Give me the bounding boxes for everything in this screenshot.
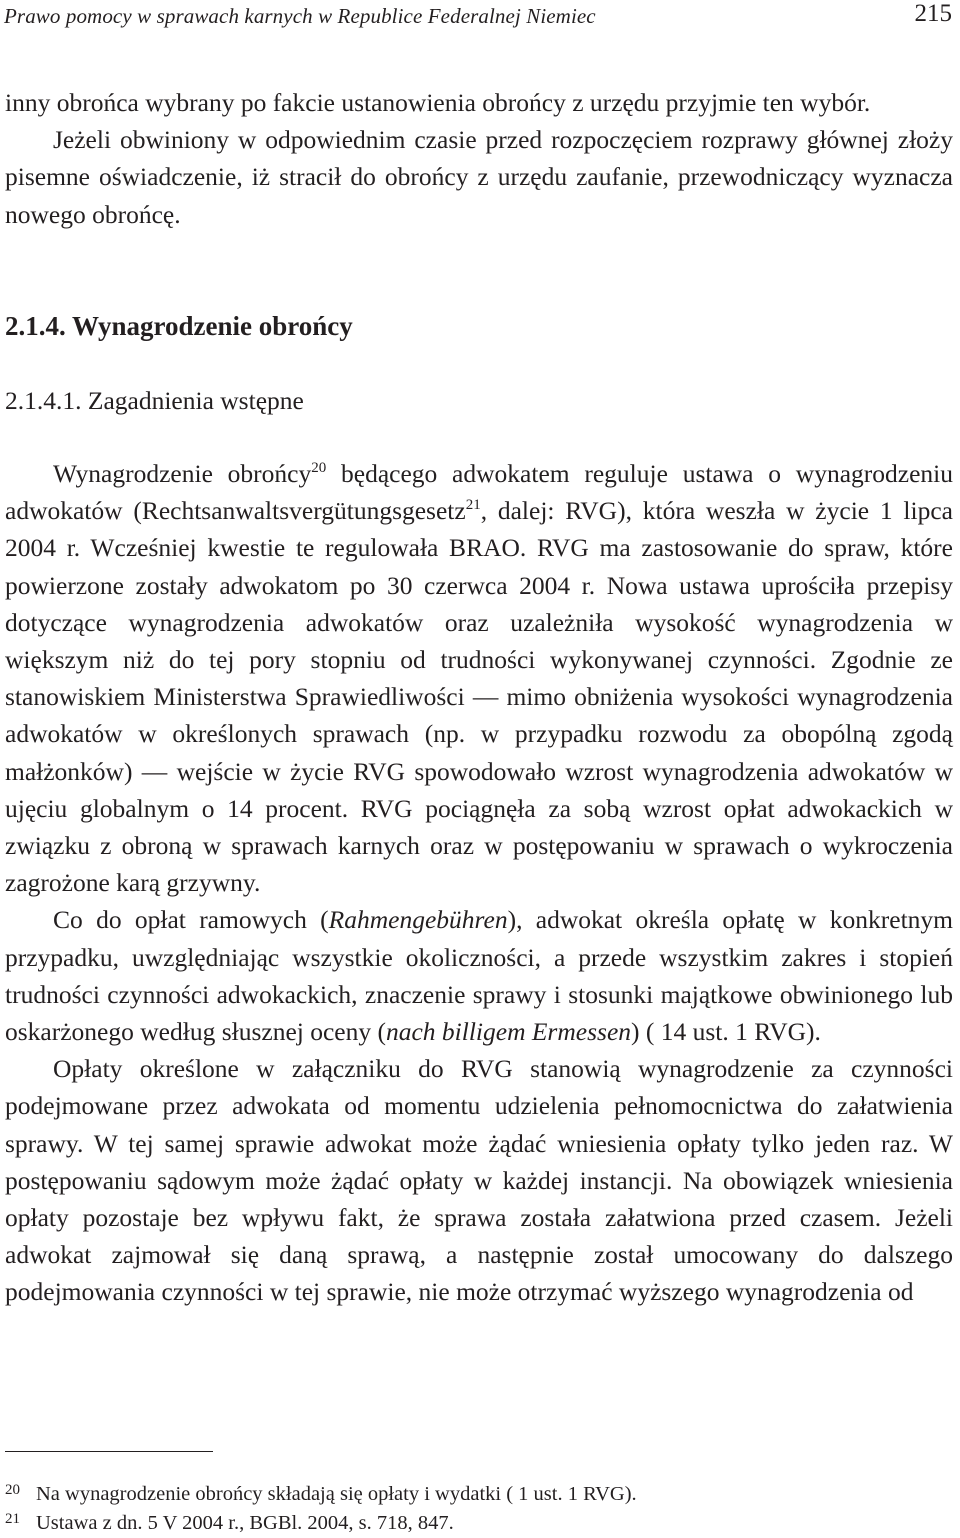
footnote-number: 21 — [5, 1511, 20, 1527]
intro-paragraph: Jeżeli obwiniony w odpowiednim czasie przed rozpoczęciem rozprawy głównej złoży pisemne oświadczenie, iż stracił do obrońcy z urzędu zaufanie, przewodniczący wyznacza nowego obrońcę. — [5, 125, 953, 229]
text-run: Wynagrodzenie obrońcy — [53, 459, 312, 488]
footnote-text: Ustawa z dn. 5 V 2004 r., BGBl. 2004, s. 718, 847. — [36, 1512, 454, 1534]
footnote-divider — [5, 1451, 213, 1452]
text-run: , dalej: RVG), która weszła w życie 1 lipca 2004 r. Wcześniej kwestie te regulowała BRAO. RVG ma zastosowanie do spraw, które powierzone zostały adwokatom po 30 czerwca 2004 r. Nowa ustawa uprościła przepisy dotyczące wynagrodzenia adwokatów oraz uzależniła wysokość wynagrodzenia w większym niż do tej pory stopniu od trudności wykonywanej czynności. Zgodnie ze stanowiskiem Ministerstwa Sprawiedliwości — mimo obniżenia wysokości wynagrodzenia adwokatów w określonych sprawach (np. w przypadku rozwodu za obopólną zgodą małżonków) — wejście w życie RVG spowodowało wzrost wynagrodzenia adwokatów w ujęciu globalnym o 14 procent. RVG pociągnęła za sobą wzrost opłat adwokackich w związku z obroną w sprawach karnych oraz w postępowaniu w sprawach o wykroczenia zagrożone karą grzywny. — [5, 496, 953, 898]
main-text — [5, 455, 953, 1311]
footnote — [5, 1509, 953, 1538]
running-header — [4, 0, 952, 34]
running-title: Prawo pomocy w sprawach karnych w Republice Federalnej Niemiec — [4, 4, 596, 28]
footnote-number: 20 — [5, 1482, 20, 1498]
text-run: będącego adwokatem reguluje ustawa o wynagrodzeniu adwokatów (Rechtsanwaltsvergütungsgesetz — [5, 459, 953, 526]
paragraph-frame-fees — [5, 901, 953, 1050]
page-number: 215 — [914, 0, 952, 27]
text-run: Co do opłat ramowych ( — [53, 905, 329, 935]
footnote — [5, 1480, 953, 1509]
footnote-text: Na wynagrodzenie obrońcy składają się opłaty i wydatki ( 1 ust. 1 RVG). — [36, 1483, 637, 1505]
footnote-ref: 20 — [311, 460, 327, 476]
footnotes — [5, 1480, 953, 1538]
section-heading: 2.1.4. Wynagrodzenie obrońcy — [5, 311, 353, 341]
italic-term: Rahmengebühren — [328, 905, 508, 935]
paragraph-fees-law — [5, 455, 953, 901]
text-run: ), adwokat określa opłatę w konkretnym przypadku, uwzględniając wszystkie okoliczności, a przede wszystkim zakres i stopień trudności czynności adwokackich, znaczenie sprawy i stosunki majątkowe obwinionego lub oskarżonego według słusznej oceny ( — [5, 905, 953, 1047]
footnote-ref: 21 — [465, 497, 481, 514]
subsection-heading: 2.1.4.1. Zagadnienia wstępne — [5, 386, 304, 415]
text-run: ) ( 14 ust. 1 RVG). — [631, 1017, 821, 1047]
intro-paragraph-continued: inny obrońca wybrany po fakcie ustanowienia obrońcy z urzędu przyjmie ten wybór. — [5, 88, 871, 117]
paragraph-annex-fees: Opłaty określone w załączniku do RVG stanowią wynagrodzenie za czynności podejmowane przez adwokata od momentu udzielenia pełnomocnictwa do załatwienia sprawy. W tej samej sprawie adwokat może żądać wniesienia opłaty tylko jeden raz. W postępowaniu sądowym może żądać opłaty w każdej instancji. Na obowiązek wniesienia opłaty pozostaje bez wpływu fakt, że sprawa została załatwiona przed czasem. Jeżeli adwokat zajmował się daną sprawą, a następnie został umocowany do dalszego podejmowania czynności w tej sprawie, nie może otrzymać wyższego wynagrodzenia od — [5, 1054, 953, 1307]
italic-term: nach billigem Ermessen — [385, 1017, 632, 1047]
intro-text — [5, 84, 953, 233]
